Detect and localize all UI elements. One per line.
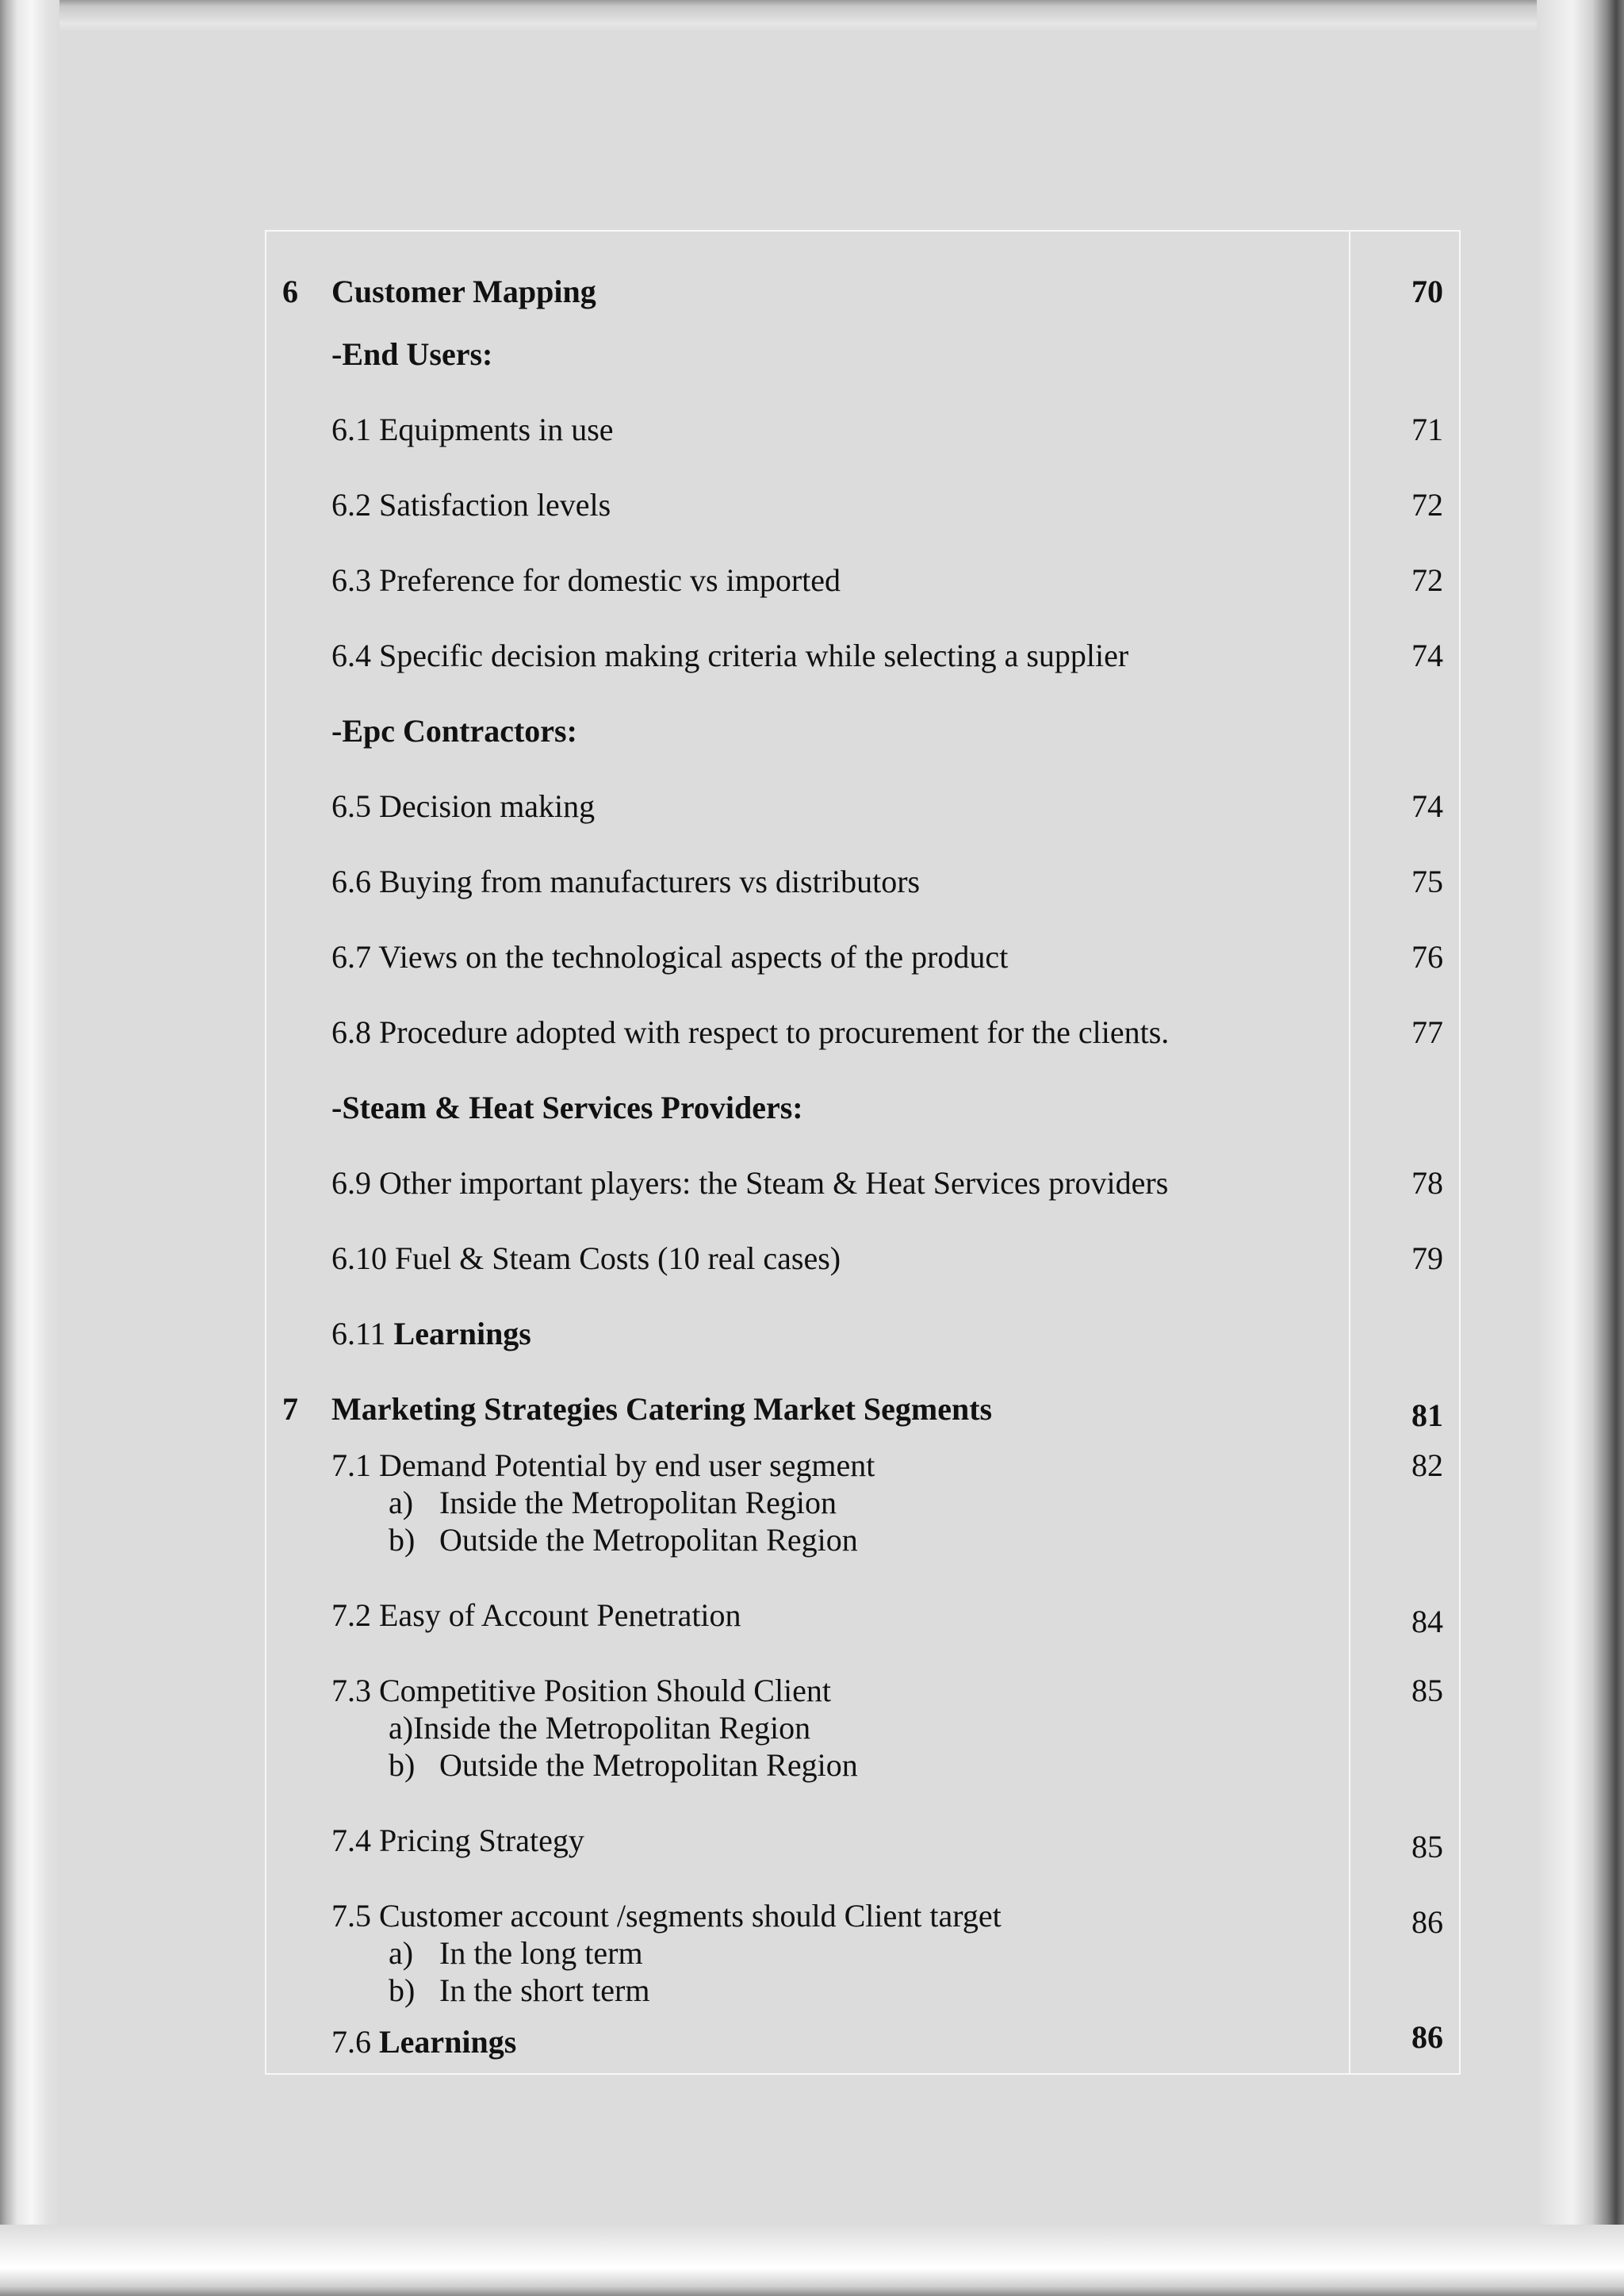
list-marker: b)	[389, 1747, 416, 1783]
page-number: 82	[1411, 1447, 1443, 1483]
frame-left-edge	[0, 0, 59, 2296]
page-number: 85	[1411, 1829, 1443, 1865]
table-of-contents	[265, 230, 1461, 2075]
list-marker: a)	[389, 1935, 414, 1971]
entry-title: 6.8 Procedure adopted with respect to procurement for the clients.	[331, 1014, 1170, 1050]
page-number: 74	[1411, 788, 1443, 824]
page-number: 84	[1411, 1604, 1443, 1639]
entry-title: 6.5 Decision making	[331, 788, 596, 824]
entry-title: 6.4 Specific decision making criteria while selecting a supplier	[331, 638, 1129, 673]
page-number: 78	[1411, 1165, 1443, 1201]
entry-label: Learnings	[393, 1316, 531, 1351]
entry-title: 6.3 Preference for domestic vs imported	[331, 562, 841, 598]
entry-title: 7.5 Customer account /segments should Client target	[331, 1898, 1002, 1934]
subheading-label: -Epc Contractors:	[331, 713, 577, 749]
page-number: 79	[1411, 1240, 1443, 1276]
page-number: 86	[1411, 2019, 1443, 2055]
section-number: 7	[282, 1391, 298, 1427]
toc-sub-entry-7-1-b[interactable]	[389, 1521, 858, 1558]
page-number: 76	[1411, 939, 1443, 975]
entry-title	[331, 1315, 531, 1352]
entry-label: Learnings	[379, 2024, 517, 2060]
page-number: 86	[1411, 1904, 1443, 1940]
frame-top-edge	[0, 0, 1624, 32]
entry-title	[331, 2023, 516, 2060]
sub-entry-title: In the long term	[439, 1935, 643, 1971]
entry-title: 6.1 Equipments in use	[331, 412, 614, 447]
list-marker: b)	[389, 1972, 416, 2008]
entry-title: 7.4 Pricing Strategy	[331, 1823, 584, 1858]
toc-sub-entry-7-3-b[interactable]	[389, 1746, 858, 1784]
page-number: 81	[1411, 1397, 1443, 1433]
entry-title: 6.6 Buying from manufacturers vs distributors	[331, 864, 921, 899]
page-number: 72	[1411, 562, 1443, 598]
page-number: 70	[1411, 274, 1443, 309]
page-number: 77	[1411, 1014, 1443, 1050]
toc-sub-entry-7-5-b[interactable]	[389, 1972, 650, 2009]
frame-right-edge	[1537, 0, 1624, 2296]
page-number: 75	[1411, 864, 1443, 899]
entry-title: 6.7 Views on the technological aspects of the product	[331, 939, 1009, 975]
toc-sub-entry-7-3-a[interactable]	[389, 1709, 810, 1746]
sub-entry-title: Outside the Metropolitan Region	[439, 1747, 858, 1783]
sub-entry-title: Outside the Metropolitan Region	[439, 1522, 858, 1558]
entry-title: 7.3 Competitive Position Should Client	[331, 1673, 832, 1708]
subheading-label: -Steam & Heat Services Providers:	[331, 1090, 803, 1125]
entry-title: 6.9 Other important players: the Steam & Heat Services providers	[331, 1165, 1169, 1201]
section-title: Marketing Strategies Catering Market Segments	[331, 1391, 993, 1427]
section-number: 6	[282, 274, 298, 309]
toc-sub-entry-7-1-a[interactable]	[389, 1484, 837, 1521]
entry-number: 6.11	[331, 1316, 386, 1351]
page-number: 85	[1411, 1673, 1443, 1708]
list-marker: a)	[389, 1485, 414, 1520]
section-title: Customer Mapping	[331, 274, 596, 309]
sub-entry-title: a)Inside the Metropolitan Region	[389, 1710, 811, 1746]
page-number: 72	[1411, 487, 1443, 523]
toc-sub-entry-7-5-a[interactable]	[389, 1934, 643, 1972]
entry-title: 6.10 Fuel & Steam Costs (10 real cases)	[331, 1240, 841, 1276]
list-marker: b)	[389, 1522, 416, 1558]
subheading-label: -End Users:	[331, 336, 493, 372]
entry-number: 7.6	[331, 2024, 371, 2060]
entry-title: 7.2 Easy of Account Penetration	[331, 1597, 741, 1633]
entry-title: 7.1 Demand Potential by end user segment	[331, 1447, 875, 1483]
entry-title: 6.2 Satisfaction levels	[331, 487, 611, 523]
sub-entry-title: Inside the Metropolitan Region	[439, 1485, 837, 1520]
sub-entry-title: In the short term	[439, 1972, 650, 2008]
page-number: 74	[1411, 638, 1443, 673]
frame-bottom-edge	[0, 2225, 1624, 2296]
page-number: 71	[1411, 412, 1443, 447]
